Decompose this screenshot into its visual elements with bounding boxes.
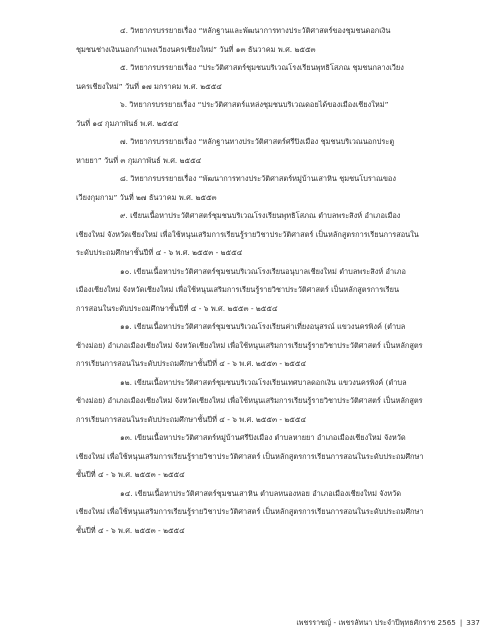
list-item-heading: ๖. วิทยากรบรรยายเรื่อง “ประวัติศาสตร์แหล่งชุมชนบริเวณดอยได้ของเมืองเชียงใหม่” <box>120 100 389 109</box>
list-item <box>76 429 481 485</box>
list-item <box>76 485 481 541</box>
list-item-continuation: ช้างม่อย) อำเภอเมืองเชียงใหม่ จังหวัดเชียงใหม่ เพื่อใช้หนุนเสริมการเรียนรู้รายวิชาประวัติศาสตร์ เป็นหลักสูตร <box>76 396 423 405</box>
journal-title: เพชรราชญ์ - เพชรลัทนา ประจำปีพุทธศักราช 2565 <box>296 618 456 627</box>
list-item-continuation: เชียงใหม่ เพื่อใช้หนุนเสริมการเรียนรู้รายวิชาประวัติศาสตร์ เป็นหลักสูตรการเรียนการสอนในระดับประถมศึกษา <box>76 507 424 516</box>
list-item-continuation: เมืองเชียงใหม่ จังหวัดเชียงใหม่ เพื่อใช้หนุนเสริมการเรียนรู้รายวิชาประวัติศาสตร์ เป็นหลักสูตรการเรียน <box>76 285 400 294</box>
page-footer <box>296 618 480 629</box>
list-item-continuation: เชียงใหม่ จังหวัดเชียงใหม่ เพื่อใช้หนุนเสริมการเรียนรู้รายวิชาประวัติศาสตร์ เป็นหลักสูตรการเรียนการสอนใน <box>76 229 419 239</box>
list-item-continuation: เวียงกุมกาม” วันที่ ๒๗ ธันวาคม พ.ศ. ๒๕๕๓ <box>76 192 217 202</box>
list-item-heading: ๑๓. เขียนเนื้อหาประวัติศาสตร์หมู่บ้านศรีปิงเมือง ตำบลหายยา อำเภอเมืองเชียงใหม่ จังหวัด <box>120 433 406 442</box>
citation-list <box>76 22 481 540</box>
list-item-continuation: นครเชียงใหม่” วันที่ ๑๗ มกราคม พ.ศ. ๒๕๕๔ <box>76 81 222 91</box>
list-item <box>76 207 481 263</box>
page-number: 337 <box>466 618 480 627</box>
list-item-continuation: ชั้นปีที่ ๔ - ๖ พ.ศ. ๒๕๕๓ - ๒๕๕๔ <box>76 525 185 535</box>
list-item-continuation: ชั้นปีที่ ๔ - ๖ พ.ศ. ๒๕๕๓ - ๒๕๕๔ <box>76 470 185 479</box>
list-item-heading: ๙. เขียนเนื้อหาประวัติศาสตร์ชุมชนบริเวณโรงเรียนพุทธิโสภณ ตำบลพระสิงห์ อำเภอเมือง <box>120 211 401 220</box>
list-item-continuation: ชุมชนช่างเงินนอกกำแพงเวียงนครเชียงใหม่” วันที่ ๑๓ ธันวาคม พ.ศ. ๒๕๕๓ <box>76 44 316 54</box>
list-item <box>76 133 481 170</box>
list-item-continuation: การสอนในระดับประถมศึกษาชั้นปีที่ ๔ - ๖ พ.ศ. ๒๕๕๓ - ๒๕๕๔ <box>76 303 278 313</box>
list-item-heading: ๕. วิทยากรบรรยายเรื่อง “ประวัติศาสตร์ชุมชนบริเวณโรงเรียนพุทธิโสภณ ชุมชนกลางเวียง <box>120 63 404 72</box>
list-item <box>76 96 481 133</box>
list-item-continuation: ช้างม่อย) อำเภอเมืองเชียงใหม่ จังหวัดเชียงใหม่ เพื่อใช้หนุนเสริมการเรียนรู้รายวิชาประวัติศาสตร์ เป็นหลักสูตร <box>76 340 423 350</box>
list-item <box>76 22 481 59</box>
list-item-heading: ๗. วิทยากรบรรยายเรื่อง “หลักฐานทางประวัติศาสตร์ศรีปิงเมือง ชุมชนบริเวณนอกประตู <box>120 137 395 146</box>
list-item <box>76 263 481 319</box>
footer-separator: | <box>459 618 463 627</box>
list-item-heading: ๑๔. เขียนเนื้อหาประวัติศาสตร์ชุมชนเสาหิน ตำบลหนองหอย อำเภอเมืองเชียงใหม่ จังหวัด <box>120 488 402 498</box>
list-item-continuation: หายยา” วันที่ ๓ กุมภาพันธ์ พ.ศ. ๒๕๕๔ <box>76 155 202 165</box>
list-item-heading: ๘. วิทยากรบรรยายเรื่อง “พัฒนาการทางประวัติศาสตร์หมู่บ้านเสาหิน ชุมชนโบราณของ <box>120 174 396 183</box>
list-item-heading: ๑๐. เขียนเนื้อหาประวัติศาสตร์ชุมชนบริเวณโรงเรียนอนุบาลเชียงใหม่ ตำบลพระสิงห์ อำเภอ <box>120 266 406 276</box>
list-item-heading: ๑๒. เขียนเนื้อหาประวัติศาสตร์ชุมชนบริเวณโรงเรียนเทศบาลดอกเงิน แขวงนครพิงค์ (ตำบล <box>120 377 407 387</box>
list-item <box>76 170 481 207</box>
list-item-continuation: วันที่ ๑๔ กุมภาพันธ์ พ.ศ. ๒๕๕๔ <box>76 118 179 128</box>
list-item-heading: ๔. วิทยากรบรรยายเรื่อง “หลักฐานและพัฒนาการทางประวัติศาสตร์ของชุมชนดอกเงิน <box>120 26 391 35</box>
list-item <box>76 318 481 374</box>
list-item <box>76 59 481 96</box>
list-item-continuation: การเรียนการสอนในระดับประถมศึกษาชั้นปีที่ ๔ - ๖ พ.ศ. ๒๕๕๓ - ๒๕๕๔ <box>76 359 307 368</box>
list-item <box>76 374 481 430</box>
list-item-continuation: ระดับประถมศึกษาชั้นปีที่ ๔ - ๖ พ.ศ. ๒๕๕๓ - ๒๕๕๔ <box>76 248 243 257</box>
list-item-continuation: การเรียนการสอนในระดับประถมศึกษาชั้นปีที่ ๔ - ๖ พ.ศ. ๒๕๕๓ - ๒๕๕๔ <box>76 414 307 424</box>
list-item-heading: ๑๑. เขียนเนื้อหาประวัติศาสตร์ชุมชนบริเวณโรงเรียนค่าเที่ยงอนุสรณ์ แขวงนครพิงค์ (ตำบล <box>120 322 406 331</box>
list-item-continuation: เชียงใหม่ เพื่อใช้หนุนเสริมการเรียนรู้รายวิชาประวัติศาสตร์ เป็นหลักสูตรการเรียนการสอนในระดับประถมศึกษา <box>76 451 424 461</box>
